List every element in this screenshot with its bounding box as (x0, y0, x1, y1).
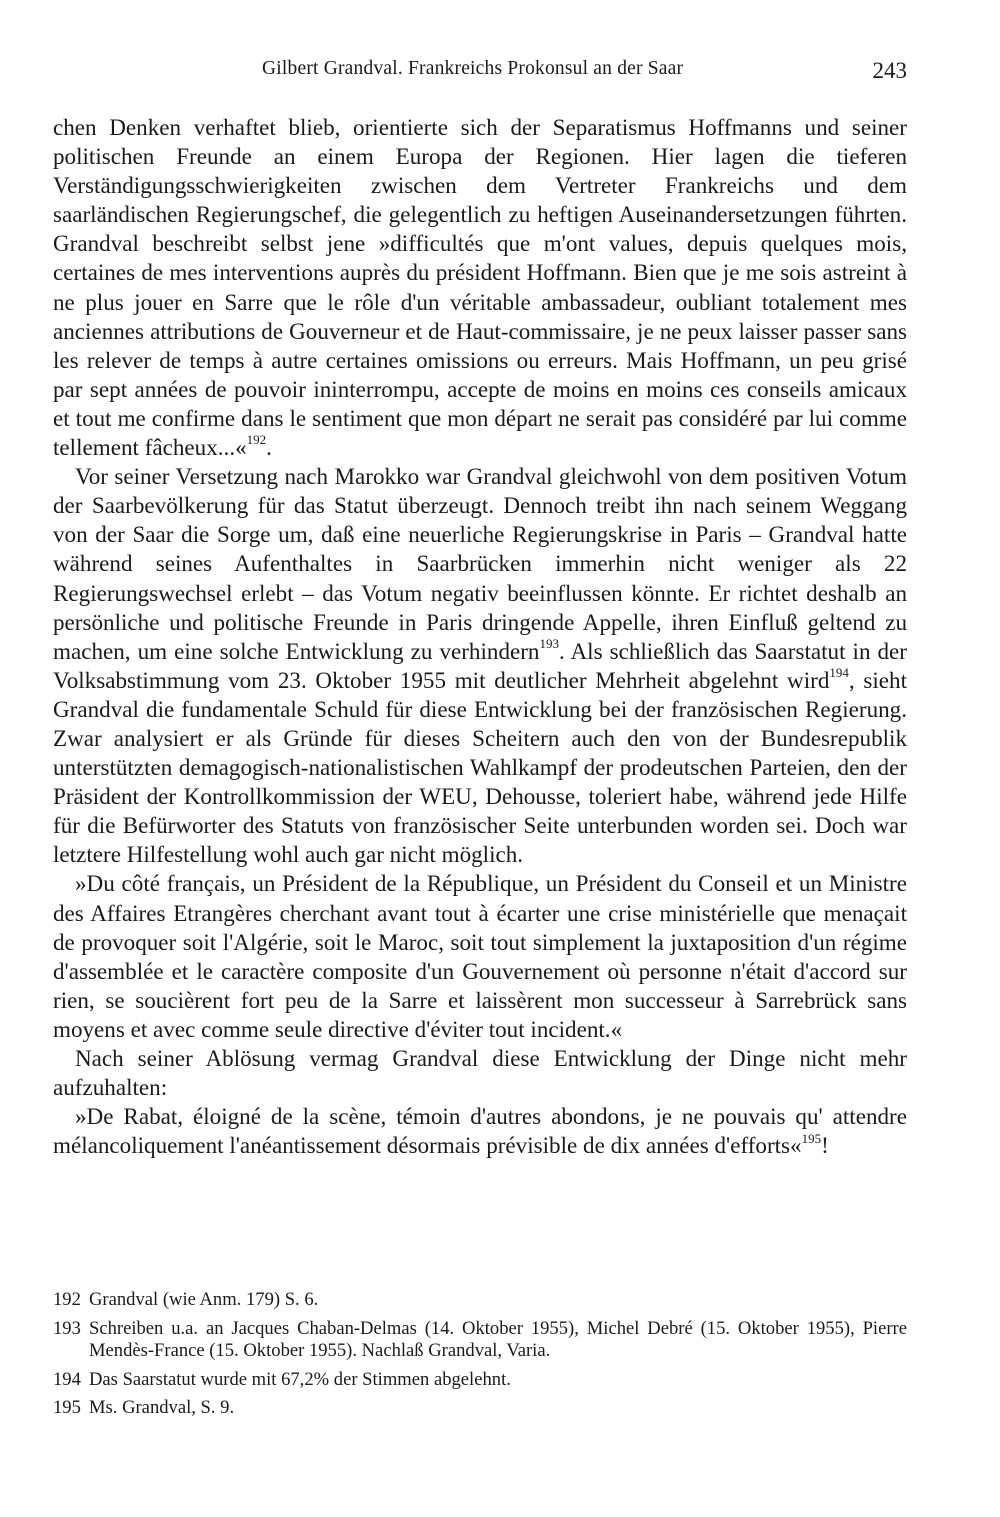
footnote-ref-194[interactable]: 194 (829, 665, 849, 681)
paragraph-3 (53, 1044, 907, 1102)
quotation-2 (53, 1102, 907, 1160)
quotation-2-end: ! (821, 1132, 829, 1159)
footnote-text: Grandval (wie Anm. 179) S. 6. (89, 1289, 319, 1310)
quotation-1 (53, 869, 907, 1044)
paragraph-2 (53, 462, 907, 869)
footnote-text: Das Saarstatut wurde mit 67,2% der Stimmen abgelehnt. (89, 1368, 511, 1390)
paragraph-3-text: Nach seiner Ablösung vermag Grandval diese Entwicklung der Dinge nicht mehr aufzuhalten: (53, 1045, 907, 1101)
paragraph-2-text-b: . Als schließlich das Saarstatut in der Volksabstimmung vom 23. Oktober 1955 mit deutlicher Mehrheit abgelehnt wird (53, 637, 907, 693)
footnote-number: 192 (53, 1289, 81, 1310)
body-text (53, 113, 907, 1160)
paragraph-1-text: chen Denken verhaftet blieb, orientierte sich der Separatismus Hoffmanns und seiner politischen Freunde an einem Europa der Regionen. Hier lagen die tieferen Verständigungsschwierigkeiten zwischen dem Vertreter Frankreichs und dem saarländischen Regierungschef, die gelegentlich zu heftigen Auseinandersetzungen führten. Grandval beschreibt selbst jene »difficultés que m'ont values, depuis quelques mois, certaines de mes interventions auprès du président Hoffmann. Bien que je me sois astreint à ne plus jouer en Sarre que le rôle d'un véritable ambassadeur, oubliant totalement mes anciennes attributions de Gouverneur et de Haut-commissaire, je ne peux laisser passer sans les relever de temps à autre certaines omissions ou erreurs. Mais Hoffmann, un peu grisé par sept années de pouvoir ininterrompu, accepte de moins en moins ces conseils amicaux et tout me confirme dans le sentiment que mon départ ne serait pas considéré par lui comme tellement fâcheux...« (53, 114, 907, 461)
paragraph-1 (53, 113, 907, 462)
footnote-ref-195[interactable]: 195 (801, 1130, 822, 1146)
footnote-text: Schreiben u.a. an Jacques Chaban-Delmas (14. Oktober 1955), Michel Debré (15. Oktober 1955), Pierre Mendès-France (15. Oktober 1955). Nachlaß Grandval, Varia. (89, 1317, 907, 1361)
page-number: 243 (872, 58, 907, 83)
footnote-ref-193[interactable]: 193 (539, 636, 559, 651)
paragraph-2-text-a: Vor seiner Versetzung nach Marokko war Grandval gleichwohl von dem positiven Votum der Saarbevölkerung für das Statut überzeugt. Dennoch treibt ihn nach seinem Weggang von der Saar die Sorge um, daß eine neuerliche Regierungskrise in Paris – Grandval hatte während seines Aufenthaltes in Saarbrücken immerhin nicht weniger als 22 Regierungswechsel erlebt – das Votum negativ beeinflussen könnte. Er richtet deshalb an persönliche und politische Freunde in Paris dringende Appelle, ihren Einfluß geltend zu machen, um eine solche Entwicklung zu verhindern (53, 463, 907, 664)
footnote-number: 195 (53, 1397, 81, 1418)
paragraph-2-text-c: , sieht Grandval die fundamentale Schuld für diese Entwicklung bei der französischen Regierung. Zwar analysiert er als Gründe für dieses Scheitern auch den von der Bundesrepublik unterstützten demagogisch-nationalistischen Wahlkampf der prodeutschen Parteien, den der Präsident der Kontrollkommission der WEU, Dehousse, toleriert habe, während jede Hilfe für die Befürworter des Statuts von französischer Seite unterbunden worden sei. Doch war letztere Hilfestellung wohl auch gar nicht möglich. (53, 666, 907, 868)
footnote-193 (53, 1318, 907, 1363)
quotation-1-text: »Du côté français, un Président de la République, un Président du Conseil et un Ministre des Affaires Etrangères cherchant avant tout à écarter une crise ministérielle que menaçait de provoquer soit l'Algérie, soit le Maroc, soit tout simplement la juxtaposition d'un régime d'assemblée et le caractère composite d'un Gouvernement où personne n'était d'accord sur rien, se soucièrent fort peu de la Sarre et laissèrent mon successeur à Sarrebrück sans moyens et avec comme seule directive d'éviter tout incident.« (53, 870, 907, 1042)
footnote-195 (53, 1397, 907, 1420)
footnote-number: 194 (53, 1368, 81, 1390)
running-title: Gilbert Grandval. Frankreichs Prokonsul an der Saar (262, 58, 684, 79)
footnote-192 (53, 1289, 907, 1312)
footnote-ref-192[interactable]: 192 (246, 432, 267, 448)
paragraph-1-end: . (266, 434, 272, 461)
footnote-194 (53, 1369, 907, 1392)
quotation-2-text: »De Rabat, éloigné de la scène, témoin d'autres abondons, je ne pouvais qu' attendre mélancoliquement l'anéantissement désormais prévisible de dix années d'efforts« (53, 1103, 907, 1159)
footnote-number: 193 (53, 1317, 81, 1339)
footnote-text: Ms. Grandval, S. 9. (89, 1397, 235, 1418)
footnotes (53, 1289, 907, 1426)
